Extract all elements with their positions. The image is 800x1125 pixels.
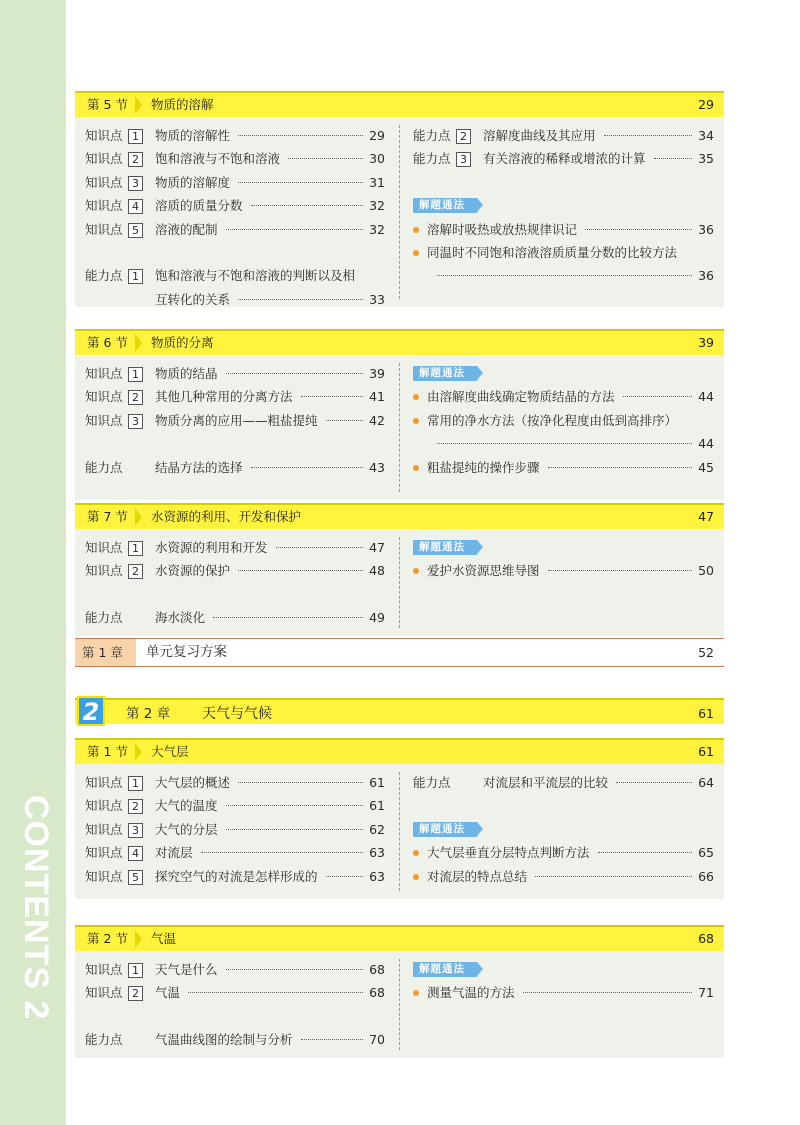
entry-page: 39 [369,366,385,381]
toc-entry[interactable] [85,608,385,628]
entry-kind: 知识点 [85,798,123,814]
leader-dots [188,992,363,993]
toc-entry[interactable] [85,843,385,863]
column-divider [399,959,400,1050]
leader-dots [226,969,363,970]
bullet-icon [413,874,419,880]
bullet-icon [413,465,419,471]
chapter-title: 天气与气候 [202,706,272,722]
entry-number: 2 [128,986,143,1001]
entry-number: 2 [128,390,143,405]
entry-page: 48 [369,563,385,579]
section-page: 47 [698,509,714,524]
toc-entry[interactable] [85,1030,385,1050]
left-column [75,355,395,500]
entry-kind: 能力点 [413,151,451,167]
entry-kind: 知识点 [85,174,123,190]
entry-label: 结晶方法的选择 [155,459,243,475]
entry-page: 35 [698,151,714,167]
column-divider [399,537,400,628]
leader-dots [276,547,363,548]
entry-label: 溶质的质量分数 [155,198,243,214]
toc-entry[interactable] [85,561,385,581]
bullet-icon [413,850,419,856]
bullet-icon [413,394,419,400]
tip-item[interactable] [413,220,714,240]
leader-dots [213,617,363,618]
section-number: 第 7 节 [75,505,140,529]
entry-page: 30 [369,151,385,167]
entry-number: 2 [128,799,143,814]
leader-dots [226,829,363,830]
section-page: 29 [698,97,714,112]
leader-dots [251,467,363,468]
entry-kind: 能力点 [413,128,451,143]
leader-dots [604,135,692,136]
tip-item[interactable] [413,561,714,581]
toc-entry[interactable] [85,983,385,1003]
toc-entry[interactable] [85,411,385,431]
entry-page: 44 [698,436,714,452]
leader-dots [238,182,363,183]
toc-entry[interactable] [85,126,385,146]
tips-tag: 解题通法 [413,198,477,213]
toc-entry[interactable] [85,796,385,816]
chapter-page: 61 [698,706,714,721]
toc-entry[interactable] [85,820,385,840]
tip-item[interactable] [413,387,714,407]
leader-dots [238,135,363,136]
toc-entry[interactable] [85,266,385,286]
toc-section [75,925,724,1058]
leader-dots [238,782,363,783]
section-number: 第 6 节 [75,331,140,355]
entry-page: 34 [698,128,714,143]
tip-item[interactable] [413,266,714,286]
entry-page: 64 [698,775,714,790]
entry-kind: 能力点 [85,268,123,284]
leader-dots [251,205,363,206]
entry-label: 气温曲线图的绘制与分析 [155,1032,293,1048]
entry-label: 物质分离的应用——粗盐提纯 [155,412,318,428]
entry-label: 粗盐提纯的操作步骤 [427,459,540,475]
leader-dots [548,570,692,571]
column-divider [399,125,400,299]
entry-number: 2 [456,129,471,144]
entry-kind: 知识点 [85,151,123,167]
entry-number: 3 [456,152,471,167]
chapter-number-icon: 2 [77,696,105,726]
entry-label: 其他几种常用的分离方法 [155,389,293,405]
column-divider [399,363,400,492]
entry-label: 海水淡化 [155,610,206,626]
entry-label: 大气的温度 [155,798,218,814]
entry-label: 有关溶液的稀释或增浓的计算 [483,151,646,167]
bullet-icon [413,227,419,233]
review-chapter-number: 第 1 章 [75,639,136,666]
leader-dots [616,782,692,783]
toc-entry[interactable] [85,387,385,407]
leader-dots [301,396,363,397]
entry-kind: 知识点 [85,821,123,837]
toc-entry[interactable] [413,126,714,146]
toc-entry[interactable] [85,867,385,887]
entry-label: 由溶解度曲线确定物质结晶的方法 [427,389,615,405]
section-page: 61 [698,744,714,759]
right-column [403,529,724,636]
section-title: 气温 [151,931,177,946]
entry-page: 63 [369,868,385,884]
leader-dots [201,852,363,853]
chapter-review-row[interactable] [75,638,724,667]
leader-dots [548,467,692,468]
entry-page: 61 [369,775,385,790]
entry-label: 饱和溶液与不饱和溶液 [155,151,281,167]
entry-label: 物质的溶解度 [155,174,231,190]
section-title: 物质的溶解 [151,97,214,112]
entry-page: 36 [698,221,714,237]
entry-kind: 知识点 [85,366,123,381]
entry-page: 68 [369,985,385,1001]
entry-label: 对流层 [155,845,193,861]
toc-entry[interactable] [85,220,385,240]
tips-tag: 解题通法 [413,540,477,555]
entry-label: 物质的结晶 [155,366,218,381]
leader-dots [623,396,692,397]
entry-page: 33 [369,291,385,307]
entry-number: 1 [128,129,143,144]
section-header[interactable] [75,925,724,951]
entry-number: 2 [128,564,143,579]
entry-number: 3 [128,823,143,838]
entry-label: 溶解度曲线及其应用 [483,128,596,143]
entry-page: 70 [369,1032,385,1048]
entry-kind: 知识点 [85,775,123,790]
entry-label: 水资源的保护 [155,563,231,579]
entry-number: 3 [128,176,143,191]
bullet-icon [413,250,419,256]
side-label: CONTENTS 2 [17,795,55,1021]
chapter-bar [75,698,724,724]
toc-entry[interactable] [85,173,385,193]
tip-item[interactable] [413,843,714,863]
section-page: 39 [698,335,714,350]
toc-section [75,503,724,636]
entry-number: 5 [128,223,143,238]
bullet-icon [413,568,419,574]
entry-page: 32 [369,221,385,237]
section-title: 大气层 [151,744,189,759]
section-title: 水资源的利用、开发和保护 [151,509,302,524]
entry-page: 42 [369,412,385,428]
entry-label: 溶解时吸热或放热规律识记 [427,221,578,237]
section-body [75,117,724,307]
section-number: 第 1 节 [75,740,140,764]
entry-kind: 能力点 [85,459,123,475]
entry-kind: 知识点 [85,985,123,1001]
entry-kind: 知识点 [85,962,123,977]
entry-page: 71 [698,985,714,1001]
entry-label: 物质的溶解性 [155,128,231,143]
entry-kind: 知识点 [85,845,123,861]
tip-item[interactable] [413,411,714,431]
tips-tag: 解题通法 [413,962,477,977]
left-column [75,764,395,899]
entry-page: 63 [369,845,385,861]
entry-label: 水资源的利用和开发 [155,540,268,555]
entry-page: 32 [369,198,385,214]
entry-kind: 知识点 [85,540,123,555]
leader-dots [226,805,363,806]
section-body [75,951,724,1058]
leader-dots [238,299,363,300]
entry-label: 大气的分层 [155,821,218,837]
entry-kind: 知识点 [85,221,123,237]
right-column [403,764,724,899]
entry-page: 49 [369,610,385,626]
section-body [75,764,724,899]
entry-kind: 知识点 [85,198,123,214]
entry-kind: 知识点 [85,412,123,428]
leader-dots [654,158,692,159]
entry-page: 47 [369,540,385,555]
entry-number: 4 [128,199,143,214]
toc-entry[interactable] [413,149,714,169]
chapter-header[interactable] [75,696,724,726]
entry-number: 1 [128,367,143,382]
toc-section [75,329,724,500]
toc-entry[interactable] [85,538,385,558]
entry-page: 50 [698,563,714,579]
toc-entry[interactable] [85,196,385,216]
leader-dots [437,275,692,276]
section-body [75,355,724,500]
tip-item[interactable] [413,867,714,887]
entry-page: 36 [698,268,714,284]
tip-item[interactable] [413,458,714,478]
bullet-icon [413,418,419,424]
entry-page: 61 [369,798,385,814]
leader-dots [326,876,363,877]
entry-page: 66 [698,868,714,884]
leader-dots [238,570,363,571]
entry-page: 43 [369,459,385,475]
left-column [75,951,395,1058]
section-header[interactable] [75,329,724,355]
entry-number: 4 [128,846,143,861]
entry-page: 31 [369,174,385,190]
toc-entry[interactable] [85,290,385,310]
entry-page: 45 [698,459,714,475]
section-header[interactable] [75,738,724,764]
entry-number: 1 [128,269,143,284]
section-body [75,529,724,636]
entry-label: 大气层垂直分层特点判断方法 [427,845,590,861]
chapter-number: 第 2 章 [126,706,171,722]
tips-tag: 解题通法 [413,822,477,837]
entry-label: 大气层的概述 [155,775,231,790]
section-number: 第 5 节 [75,93,140,117]
entry-kind: 知识点 [85,563,123,579]
review-page: 52 [698,645,714,660]
entry-label: 饱和溶液与不饱和溶液的判断以及相 [155,268,356,284]
entry-label: 天气是什么 [155,962,218,977]
entry-page: 29 [369,128,385,143]
entry-kind: 能力点 [85,610,123,626]
section-header[interactable] [75,503,724,529]
column-divider [399,772,400,891]
left-column [75,529,395,636]
entry-label: 爱护水资源思维导图 [427,563,540,579]
section-number: 第 2 节 [75,927,140,951]
bullet-icon [413,990,419,996]
entry-label: 气温 [155,985,181,1001]
tip-item[interactable] [413,243,714,263]
leader-dots [226,373,363,374]
section-page: 68 [698,931,714,946]
toc-entry[interactable] [413,773,714,793]
entry-page: 65 [698,845,714,861]
tip-item[interactable] [413,983,714,1003]
leader-dots [437,443,692,444]
entry-number: 3 [128,414,143,429]
entry-kind: 知识点 [85,868,123,884]
toc-section [75,738,724,899]
entry-number: 2 [128,152,143,167]
right-column [403,951,724,1058]
entry-kind: 能力点 [413,775,451,790]
right-column [403,355,724,500]
entry-number: 1 [128,541,143,556]
entry-kind: 知识点 [85,128,123,143]
toc-entry[interactable] [85,960,385,980]
entry-label: 对流层和平流层的比较 [483,775,609,790]
toc-entry[interactable] [85,364,385,384]
entry-label: 探究空气的对流是怎样形成的 [155,868,318,884]
leader-dots [288,158,363,159]
leader-dots [535,876,692,877]
entry-page: 41 [369,389,385,405]
leader-dots [301,1039,363,1040]
tips-tag: 解题通法 [413,366,477,381]
toc-section [75,91,724,307]
toc-entry[interactable] [85,149,385,169]
toc-entry[interactable] [85,458,385,478]
entry-label: 互转化的关系 [155,291,231,307]
entry-label: 测量气温的方法 [427,985,515,1001]
section-title: 物质的分离 [151,335,214,350]
leader-dots [523,992,692,993]
entry-kind: 能力点 [85,1032,123,1048]
entry-kind: 知识点 [85,389,123,405]
entry-number: 1 [128,963,143,978]
leader-dots [226,229,363,230]
leader-dots [326,420,363,421]
entry-label: 同温时不同饱和溶液溶质质量分数的比较方法 [427,245,678,260]
right-column [403,117,724,307]
entry-label: 对流层的特点总结 [427,868,528,884]
review-title: 单元复习方案 [146,644,227,660]
toc-entry[interactable] [85,773,385,793]
entry-page: 44 [698,389,714,405]
entry-number: 5 [128,870,143,885]
section-header[interactable] [75,91,724,117]
entry-label: 常用的净水方法（按净化程度由低到高排序） [427,412,678,428]
tip-item[interactable] [413,434,714,454]
left-column [75,117,395,307]
leader-dots [598,852,692,853]
leader-dots [585,229,692,230]
entry-number: 1 [128,776,143,791]
entry-label: 溶液的配制 [155,221,218,237]
entry-page: 68 [369,962,385,977]
entry-page: 62 [369,821,385,837]
